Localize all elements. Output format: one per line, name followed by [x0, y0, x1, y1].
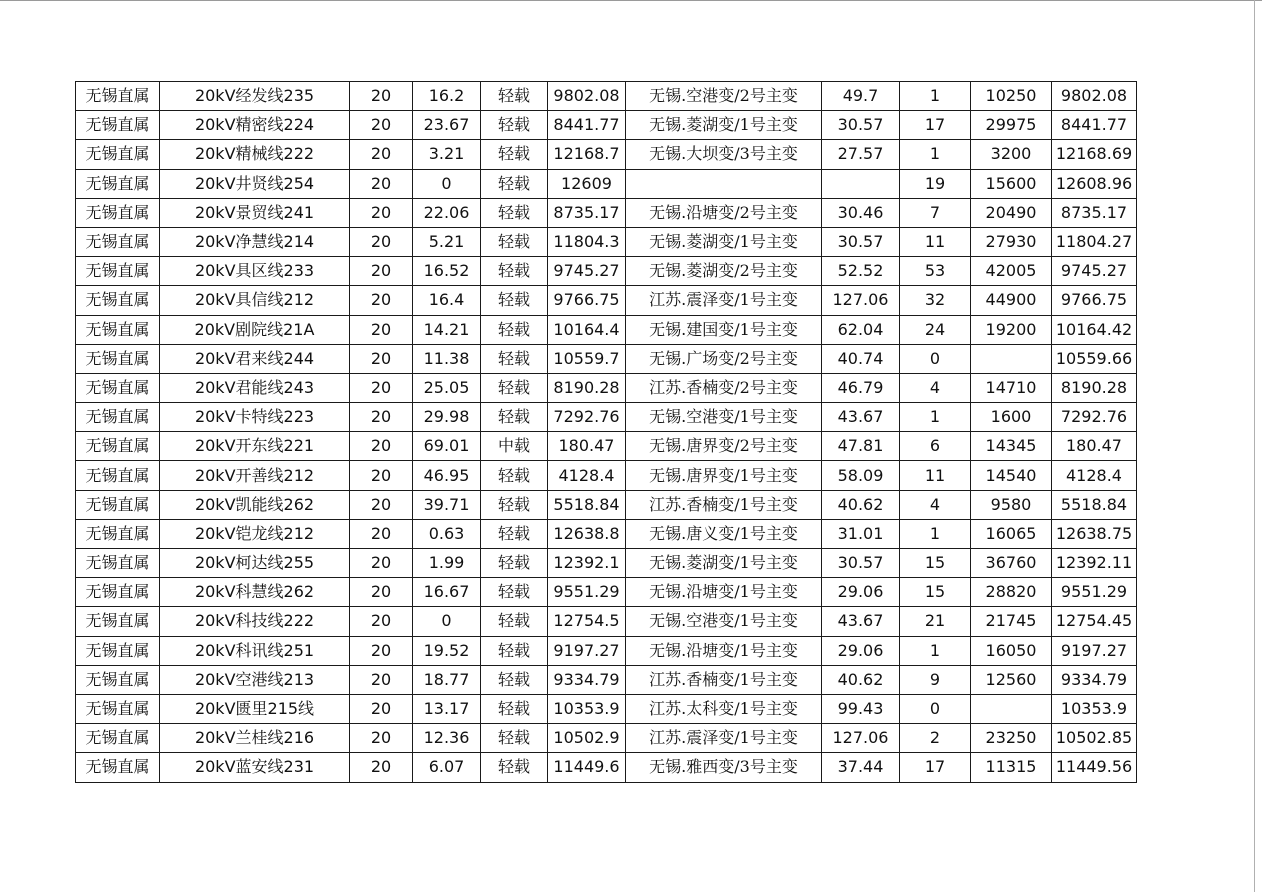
unit-cell: 无锡直属 [76, 519, 160, 548]
transformer-cell: 无锡.沿塘变/1号主变 [626, 636, 822, 665]
load-status-cell: 中载 [481, 432, 548, 461]
table-row [76, 403, 1137, 432]
unit-cell: 无锡直属 [76, 461, 160, 490]
user-count-cell: 11 [900, 227, 971, 256]
table-row [76, 111, 1137, 140]
unit-cell: 无锡直属 [76, 432, 160, 461]
user-count-cell: 11 [900, 461, 971, 490]
load-rate-cell: 16.4 [413, 286, 481, 315]
transformer-load-cell: 40.74 [822, 344, 900, 373]
transformer-cell: 江苏.太科变/1号主变 [626, 694, 822, 723]
unit-cell: 无锡直属 [76, 111, 160, 140]
line-name-cell: 20kV剧院线21A [160, 315, 350, 344]
capacity-cell: 4128.4 [548, 461, 626, 490]
table-row [76, 490, 1137, 519]
table-row [76, 140, 1137, 169]
installed-capacity-cell: 14710 [971, 373, 1052, 402]
transformer-load-cell: 30.46 [822, 198, 900, 227]
user-count-cell: 1 [900, 140, 971, 169]
table-row [76, 344, 1137, 373]
load-rate-cell: 16.2 [413, 82, 481, 111]
installed-capacity-cell: 10250 [971, 82, 1052, 111]
installed-capacity-cell: 44900 [971, 286, 1052, 315]
transformer-load-cell: 46.79 [822, 373, 900, 402]
transformer-load-cell: 37.44 [822, 753, 900, 782]
unit-cell: 无锡直属 [76, 140, 160, 169]
remaining-capacity-cell: 8441.77 [1052, 111, 1137, 140]
remaining-capacity-cell: 11804.27 [1052, 227, 1137, 256]
load-rate-cell: 25.05 [413, 373, 481, 402]
installed-capacity-cell: 36760 [971, 549, 1052, 578]
installed-capacity-cell: 28820 [971, 578, 1052, 607]
transformer-load-cell: 29.06 [822, 578, 900, 607]
capacity-cell: 10502.9 [548, 724, 626, 753]
line-name-cell: 20kV科慧线262 [160, 578, 350, 607]
remaining-capacity-cell: 12638.75 [1052, 519, 1137, 548]
unit-cell: 无锡直属 [76, 694, 160, 723]
table-row [76, 636, 1137, 665]
transformer-cell: 无锡.菱湖变/2号主变 [626, 257, 822, 286]
line-name-cell: 20kV兰桂线216 [160, 724, 350, 753]
transformer-load-cell: 47.81 [822, 432, 900, 461]
voltage-cell: 20 [350, 519, 413, 548]
load-rate-cell: 69.01 [413, 432, 481, 461]
transformer-load-cell: 127.06 [822, 724, 900, 753]
line-name-cell: 20kV井贤线254 [160, 169, 350, 198]
user-count-cell: 15 [900, 578, 971, 607]
load-status-cell: 轻载 [481, 578, 548, 607]
installed-capacity-cell: 12560 [971, 665, 1052, 694]
remaining-capacity-cell: 10559.66 [1052, 344, 1137, 373]
table-body [76, 82, 1137, 783]
table-row [76, 724, 1137, 753]
load-rate-cell: 1.99 [413, 549, 481, 578]
load-rate-cell: 19.52 [413, 636, 481, 665]
load-status-cell: 轻载 [481, 344, 548, 373]
transformer-load-cell: 99.43 [822, 694, 900, 723]
load-status-cell: 轻载 [481, 286, 548, 315]
transformer-load-cell: 30.57 [822, 111, 900, 140]
line-name-cell: 20kV精密线224 [160, 111, 350, 140]
capacity-cell: 12392.1 [548, 549, 626, 578]
capacity-cell: 7292.76 [548, 403, 626, 432]
transformer-load-cell: 62.04 [822, 315, 900, 344]
transformer-load-cell: 43.67 [822, 607, 900, 636]
capacity-cell: 12754.5 [548, 607, 626, 636]
page-right-border [1254, 0, 1255, 892]
load-rate-cell: 5.21 [413, 227, 481, 256]
load-status-cell: 轻载 [481, 315, 548, 344]
load-rate-cell: 3.21 [413, 140, 481, 169]
load-rate-cell: 46.95 [413, 461, 481, 490]
line-name-cell: 20kV卡特线223 [160, 403, 350, 432]
voltage-cell: 20 [350, 227, 413, 256]
voltage-cell: 20 [350, 403, 413, 432]
transformer-load-cell: 40.62 [822, 665, 900, 694]
load-status-cell: 轻载 [481, 373, 548, 402]
user-count-cell: 9 [900, 665, 971, 694]
table-row [76, 227, 1137, 256]
load-rate-cell: 12.36 [413, 724, 481, 753]
user-count-cell: 19 [900, 169, 971, 198]
transformer-load-cell: 31.01 [822, 519, 900, 548]
voltage-cell: 20 [350, 257, 413, 286]
user-count-cell: 0 [900, 694, 971, 723]
user-count-cell: 4 [900, 490, 971, 519]
table-row [76, 753, 1137, 782]
user-count-cell: 32 [900, 286, 971, 315]
unit-cell: 无锡直属 [76, 82, 160, 111]
table-row [76, 461, 1137, 490]
user-count-cell: 15 [900, 549, 971, 578]
unit-cell: 无锡直属 [76, 607, 160, 636]
voltage-cell: 20 [350, 665, 413, 694]
load-status-cell: 轻载 [481, 257, 548, 286]
user-count-cell: 17 [900, 111, 971, 140]
voltage-cell: 20 [350, 82, 413, 111]
remaining-capacity-cell: 5518.84 [1052, 490, 1137, 519]
voltage-cell: 20 [350, 636, 413, 665]
voltage-cell: 20 [350, 549, 413, 578]
line-name-cell: 20kV景贸线241 [160, 198, 350, 227]
load-status-cell: 轻载 [481, 227, 548, 256]
transformer-load-cell: 40.62 [822, 490, 900, 519]
load-status-cell: 轻载 [481, 490, 548, 519]
transformer-cell: 无锡.建国变/1号主变 [626, 315, 822, 344]
line-name-cell: 20kV君能线243 [160, 373, 350, 402]
voltage-cell: 20 [350, 286, 413, 315]
voltage-cell: 20 [350, 344, 413, 373]
installed-capacity-cell: 20490 [971, 198, 1052, 227]
voltage-cell: 20 [350, 578, 413, 607]
table-row [76, 169, 1137, 198]
transformer-cell: 无锡.空港变/1号主变 [626, 403, 822, 432]
table-row [76, 694, 1137, 723]
load-rate-cell: 14.21 [413, 315, 481, 344]
voltage-cell: 20 [350, 169, 413, 198]
load-status-cell: 轻载 [481, 636, 548, 665]
table-row [76, 519, 1137, 548]
remaining-capacity-cell: 12392.11 [1052, 549, 1137, 578]
remaining-capacity-cell: 9766.75 [1052, 286, 1137, 315]
installed-capacity-cell: 15600 [971, 169, 1052, 198]
installed-capacity-cell: 29975 [971, 111, 1052, 140]
capacity-cell: 8441.77 [548, 111, 626, 140]
table-row [76, 198, 1137, 227]
line-name-cell: 20kV开善线212 [160, 461, 350, 490]
load-status-cell: 轻载 [481, 607, 548, 636]
load-rate-cell: 13.17 [413, 694, 481, 723]
capacity-cell: 9802.08 [548, 82, 626, 111]
remaining-capacity-cell: 12168.69 [1052, 140, 1137, 169]
table-row [76, 257, 1137, 286]
unit-cell: 无锡直属 [76, 403, 160, 432]
transformer-load-cell: 29.06 [822, 636, 900, 665]
installed-capacity-cell: 11315 [971, 753, 1052, 782]
unit-cell: 无锡直属 [76, 198, 160, 227]
voltage-cell: 20 [350, 140, 413, 169]
load-rate-cell: 39.71 [413, 490, 481, 519]
user-count-cell: 1 [900, 403, 971, 432]
transformer-cell: 无锡.菱湖变/1号主变 [626, 227, 822, 256]
remaining-capacity-cell: 10353.9 [1052, 694, 1137, 723]
installed-capacity-cell: 21745 [971, 607, 1052, 636]
transformer-cell: 无锡.唐界变/1号主变 [626, 461, 822, 490]
feeder-load-table [75, 81, 1137, 783]
transformer-load-cell: 49.7 [822, 82, 900, 111]
installed-capacity-cell: 23250 [971, 724, 1052, 753]
voltage-cell: 20 [350, 373, 413, 402]
table-row [76, 607, 1137, 636]
load-status-cell: 轻载 [481, 753, 548, 782]
voltage-cell: 20 [350, 607, 413, 636]
capacity-cell: 9745.27 [548, 257, 626, 286]
unit-cell: 无锡直属 [76, 724, 160, 753]
voltage-cell: 20 [350, 694, 413, 723]
load-rate-cell: 0 [413, 607, 481, 636]
load-rate-cell: 23.67 [413, 111, 481, 140]
remaining-capacity-cell: 8735.17 [1052, 198, 1137, 227]
load-status-cell: 轻载 [481, 82, 548, 111]
capacity-cell: 180.47 [548, 432, 626, 461]
voltage-cell: 20 [350, 490, 413, 519]
installed-capacity-cell: 14540 [971, 461, 1052, 490]
transformer-cell: 无锡.菱湖变/1号主变 [626, 111, 822, 140]
installed-capacity-cell: 27930 [971, 227, 1052, 256]
remaining-capacity-cell: 12608.96 [1052, 169, 1137, 198]
installed-capacity-cell: 1600 [971, 403, 1052, 432]
capacity-cell: 10559.7 [548, 344, 626, 373]
load-rate-cell: 29.98 [413, 403, 481, 432]
line-name-cell: 20kV具信线212 [160, 286, 350, 315]
load-status-cell: 轻载 [481, 198, 548, 227]
transformer-cell: 无锡.沿塘变/1号主变 [626, 578, 822, 607]
load-status-cell: 轻载 [481, 665, 548, 694]
remaining-capacity-cell: 10164.42 [1052, 315, 1137, 344]
unit-cell: 无锡直属 [76, 636, 160, 665]
capacity-cell: 11804.3 [548, 227, 626, 256]
page-top-border [0, 0, 1262, 1]
line-name-cell: 20kV净慧线214 [160, 227, 350, 256]
user-count-cell: 17 [900, 753, 971, 782]
line-name-cell: 20kV铠龙线212 [160, 519, 350, 548]
capacity-cell: 10353.9 [548, 694, 626, 723]
load-status-cell: 轻载 [481, 461, 548, 490]
user-count-cell: 7 [900, 198, 971, 227]
transformer-load-cell: 58.09 [822, 461, 900, 490]
load-status-cell: 轻载 [481, 403, 548, 432]
line-name-cell: 20kV科技线222 [160, 607, 350, 636]
unit-cell: 无锡直属 [76, 169, 160, 198]
unit-cell: 无锡直属 [76, 578, 160, 607]
capacity-cell: 12168.7 [548, 140, 626, 169]
installed-capacity-cell: 16065 [971, 519, 1052, 548]
line-name-cell: 20kV柯达线255 [160, 549, 350, 578]
load-rate-cell: 16.67 [413, 578, 481, 607]
table-row [76, 432, 1137, 461]
installed-capacity-cell: 42005 [971, 257, 1052, 286]
voltage-cell: 20 [350, 315, 413, 344]
remaining-capacity-cell: 7292.76 [1052, 403, 1137, 432]
line-name-cell: 20kV具区线233 [160, 257, 350, 286]
transformer-cell: 无锡.空港变/1号主变 [626, 607, 822, 636]
remaining-capacity-cell: 10502.85 [1052, 724, 1137, 753]
transformer-load-cell: 127.06 [822, 286, 900, 315]
line-name-cell: 20kV匮里215线 [160, 694, 350, 723]
load-status-cell: 轻载 [481, 549, 548, 578]
transformer-load-cell: 30.57 [822, 549, 900, 578]
remaining-capacity-cell: 9551.29 [1052, 578, 1137, 607]
load-rate-cell: 18.77 [413, 665, 481, 694]
load-rate-cell: 0.63 [413, 519, 481, 548]
unit-cell: 无锡直属 [76, 286, 160, 315]
load-status-cell: 轻载 [481, 140, 548, 169]
transformer-cell: 无锡.大坝变/3号主变 [626, 140, 822, 169]
line-name-cell: 20kV精械线222 [160, 140, 350, 169]
remaining-capacity-cell: 9334.79 [1052, 665, 1137, 694]
transformer-cell: 江苏.香楠变/1号主变 [626, 665, 822, 694]
transformer-cell: 无锡.沿塘变/2号主变 [626, 198, 822, 227]
user-count-cell: 2 [900, 724, 971, 753]
remaining-capacity-cell: 4128.4 [1052, 461, 1137, 490]
capacity-cell: 12638.8 [548, 519, 626, 548]
table-row [76, 665, 1137, 694]
line-name-cell: 20kV君来线244 [160, 344, 350, 373]
user-count-cell: 1 [900, 636, 971, 665]
table-row [76, 578, 1137, 607]
voltage-cell: 20 [350, 724, 413, 753]
remaining-capacity-cell: 9197.27 [1052, 636, 1137, 665]
user-count-cell: 1 [900, 82, 971, 111]
installed-capacity-cell [971, 694, 1052, 723]
installed-capacity-cell: 14345 [971, 432, 1052, 461]
table-row [76, 549, 1137, 578]
capacity-cell: 9766.75 [548, 286, 626, 315]
installed-capacity-cell: 9580 [971, 490, 1052, 519]
load-rate-cell: 22.06 [413, 198, 481, 227]
capacity-cell: 12609 [548, 169, 626, 198]
transformer-cell: 无锡.雅西变/3号主变 [626, 753, 822, 782]
transformer-cell: 无锡.菱湖变/1号主变 [626, 549, 822, 578]
table-row [76, 315, 1137, 344]
line-name-cell: 20kV经发线235 [160, 82, 350, 111]
unit-cell: 无锡直属 [76, 665, 160, 694]
remaining-capacity-cell: 180.47 [1052, 432, 1137, 461]
transformer-cell: 无锡.广场变/2号主变 [626, 344, 822, 373]
capacity-cell: 11449.6 [548, 753, 626, 782]
line-name-cell: 20kV科讯线251 [160, 636, 350, 665]
capacity-cell: 10164.4 [548, 315, 626, 344]
remaining-capacity-cell: 8190.28 [1052, 373, 1137, 402]
table-row [76, 286, 1137, 315]
unit-cell: 无锡直属 [76, 227, 160, 256]
installed-capacity-cell: 3200 [971, 140, 1052, 169]
unit-cell: 无锡直属 [76, 344, 160, 373]
voltage-cell: 20 [350, 432, 413, 461]
load-status-cell: 轻载 [481, 724, 548, 753]
transformer-load-cell [822, 169, 900, 198]
transformer-cell: 江苏.震泽变/1号主变 [626, 724, 822, 753]
capacity-cell: 8190.28 [548, 373, 626, 402]
load-status-cell: 轻载 [481, 111, 548, 140]
unit-cell: 无锡直属 [76, 373, 160, 402]
table-row [76, 82, 1137, 111]
unit-cell: 无锡直属 [76, 549, 160, 578]
capacity-cell: 8735.17 [548, 198, 626, 227]
user-count-cell: 6 [900, 432, 971, 461]
line-name-cell: 20kV凯能线262 [160, 490, 350, 519]
line-name-cell: 20kV蓝安线231 [160, 753, 350, 782]
transformer-load-cell: 52.52 [822, 257, 900, 286]
unit-cell: 无锡直属 [76, 490, 160, 519]
user-count-cell: 4 [900, 373, 971, 402]
load-status-cell: 轻载 [481, 519, 548, 548]
transformer-cell: 无锡.唐界变/2号主变 [626, 432, 822, 461]
installed-capacity-cell: 19200 [971, 315, 1052, 344]
user-count-cell: 0 [900, 344, 971, 373]
transformer-cell: 无锡.空港变/2号主变 [626, 82, 822, 111]
line-name-cell: 20kV开东线221 [160, 432, 350, 461]
line-name-cell: 20kV空港线213 [160, 665, 350, 694]
capacity-cell: 9334.79 [548, 665, 626, 694]
transformer-load-cell: 27.57 [822, 140, 900, 169]
transformer-cell: 江苏.香楠变/2号主变 [626, 373, 822, 402]
transformer-cell: 江苏.香楠变/1号主变 [626, 490, 822, 519]
transformer-cell: 无锡.唐义变/1号主变 [626, 519, 822, 548]
transformer-load-cell: 43.67 [822, 403, 900, 432]
voltage-cell: 20 [350, 198, 413, 227]
user-count-cell: 24 [900, 315, 971, 344]
remaining-capacity-cell: 11449.56 [1052, 753, 1137, 782]
capacity-cell: 9551.29 [548, 578, 626, 607]
user-count-cell: 1 [900, 519, 971, 548]
unit-cell: 无锡直属 [76, 315, 160, 344]
remaining-capacity-cell: 9745.27 [1052, 257, 1137, 286]
capacity-cell: 9197.27 [548, 636, 626, 665]
load-status-cell: 轻载 [481, 694, 548, 723]
remaining-capacity-cell: 12754.45 [1052, 607, 1137, 636]
load-rate-cell: 6.07 [413, 753, 481, 782]
user-count-cell: 53 [900, 257, 971, 286]
voltage-cell: 20 [350, 461, 413, 490]
transformer-cell [626, 169, 822, 198]
load-status-cell: 轻载 [481, 169, 548, 198]
unit-cell: 无锡直属 [76, 257, 160, 286]
capacity-cell: 5518.84 [548, 490, 626, 519]
user-count-cell: 21 [900, 607, 971, 636]
installed-capacity-cell [971, 344, 1052, 373]
voltage-cell: 20 [350, 753, 413, 782]
transformer-load-cell: 30.57 [822, 227, 900, 256]
installed-capacity-cell: 16050 [971, 636, 1052, 665]
table-row [76, 373, 1137, 402]
load-rate-cell: 0 [413, 169, 481, 198]
load-rate-cell: 16.52 [413, 257, 481, 286]
voltage-cell: 20 [350, 111, 413, 140]
transformer-cell: 江苏.震泽变/1号主变 [626, 286, 822, 315]
load-rate-cell: 11.38 [413, 344, 481, 373]
remaining-capacity-cell: 9802.08 [1052, 82, 1137, 111]
unit-cell: 无锡直属 [76, 753, 160, 782]
